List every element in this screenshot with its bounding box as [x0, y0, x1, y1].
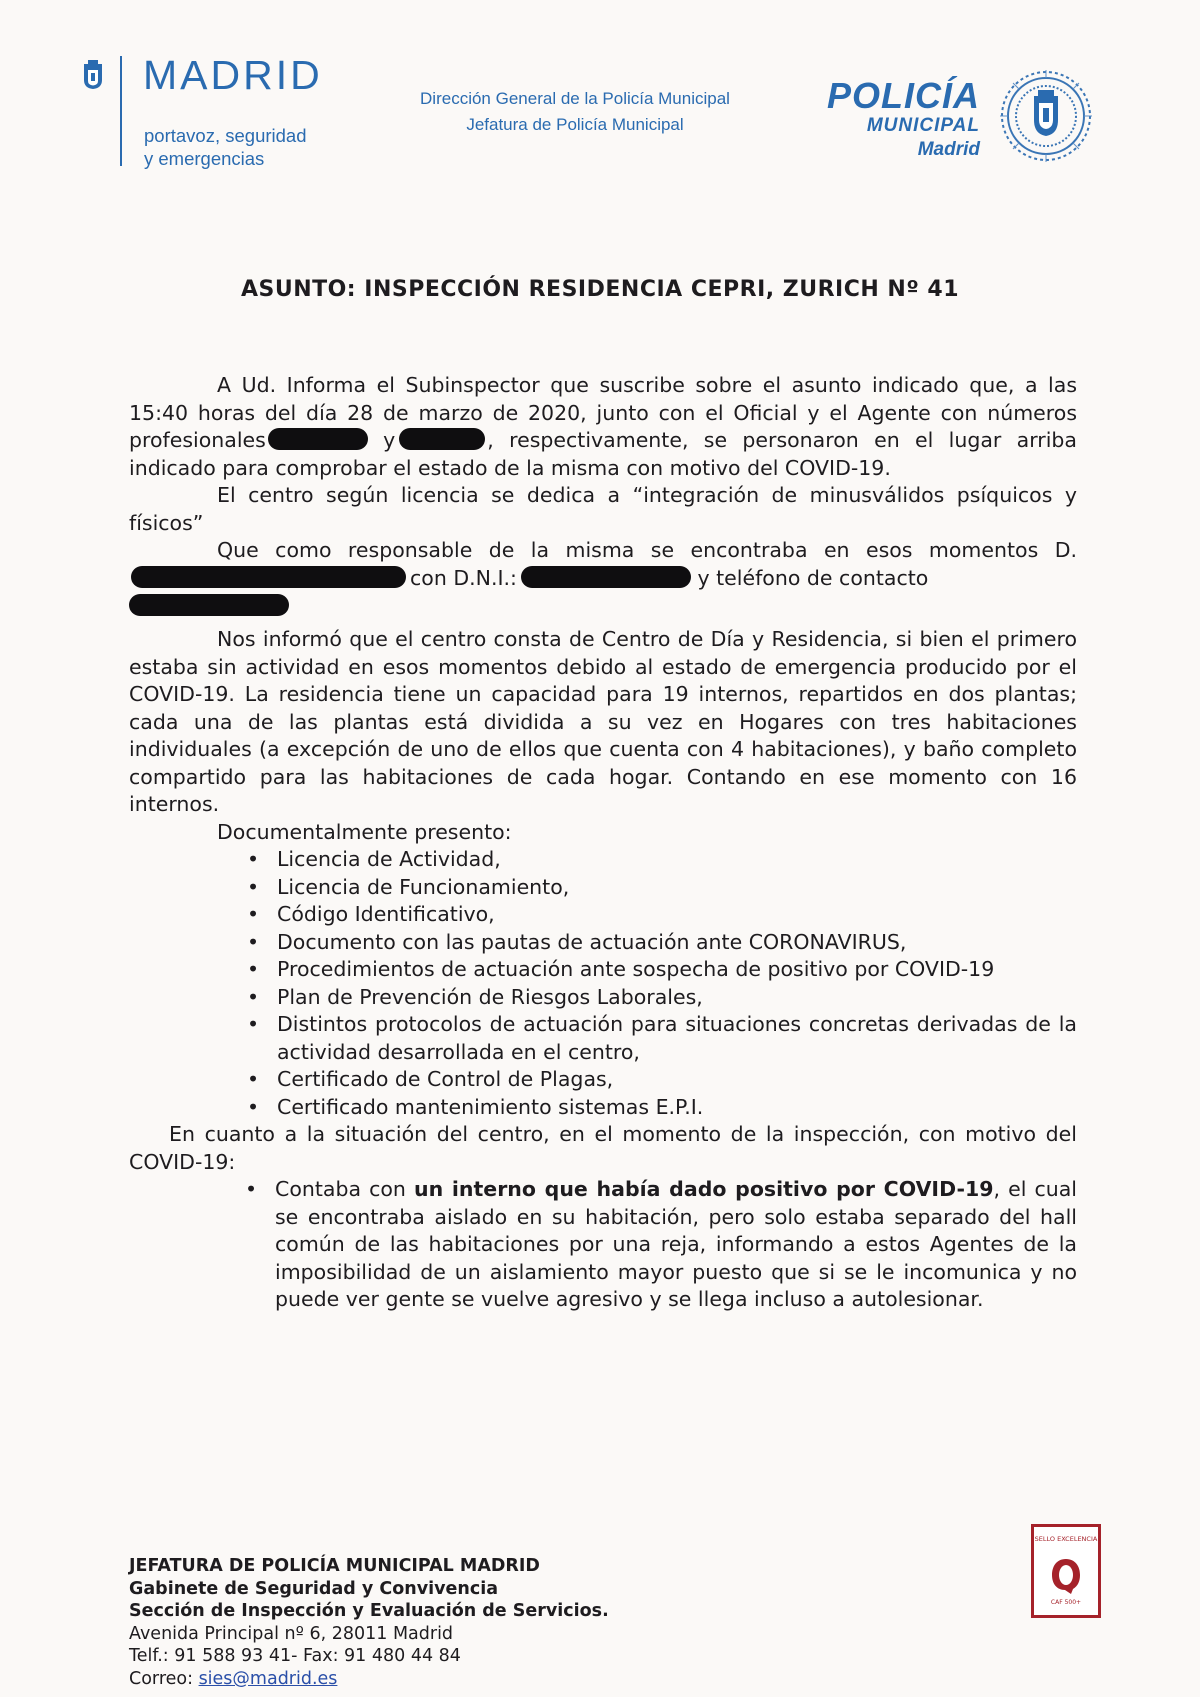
list-item: • Certificado de Control de Plagas, [247, 1066, 1077, 1094]
footer-phones: Telf.: 91 588 93 41- Fax: 91 480 44 84 [129, 1646, 461, 1667]
footer-address: Avenida Principal nº 6, 28011 Madrid [129, 1623, 454, 1644]
footer-contact [129, 1555, 609, 1691]
list-item: • Código Identificativo, [247, 901, 1077, 929]
madrid-crest-icon [82, 60, 104, 90]
highlight-text: un interno que había dado positivo por COVID-19 [413, 1177, 994, 1201]
list-item: • Plan de Prevención de Riesgos Laborales, [247, 984, 1077, 1012]
police-subtitle: MUNICIPAL [866, 115, 980, 136]
police-title: POLICÍA [826, 75, 980, 116]
paragraph-4: Nos informó que el centro consta de Centro de Día y Residencia, si bien el primero estaba sin actividad en esos momentos debido al estado de emergencia producido por el COVID-19. La residencia tiene un capacidad para 19 internos, repartidos en dos plantas; cada una de las plantas está dividida a su vez en Hogares con tres habitaciones individuales (a excepción de uno de ellos que cuenta con 4 habitaciones), y baño completo compartido para las habitaciones de cada hogar. Contando en ese momento con 16 internos. [129, 627, 1077, 816]
list-item: • Certificado mantenimiento sistemas E.P.I. [247, 1094, 1077, 1122]
list-item: • Documento con las pautas de actuación ante CORONAVIRUS, [247, 929, 1077, 957]
madrid-area-label: portavoz, seguridad y emergencias [144, 125, 307, 169]
list-item: • Contaba con un interno que había dado positivo por COVID-19, el cual se encontraba aislado en su habitación, pero solo estaba separado del hall común de las habitaciones por una reja, informando a estos Agentes de la imposibilidad de un aislamiento mayor puesto que si se le incomunica y no puede ver gente se vuelve agresivo y se llega incluso a autolesionar. [275, 1176, 1077, 1314]
madrid-name: MADRID [143, 52, 323, 98]
documents-list [129, 846, 1077, 1121]
list-item: • Licencia de Funcionamiento, [247, 874, 1077, 902]
redaction-block [399, 428, 485, 450]
list-item: • Procedimientos de actuación ante sospecha de positivo por COVID-19 [247, 956, 1077, 984]
paragraph-3: Que como responsable de la misma se encontraba en esos momentos D.con D.N.I.: y teléfono de contacto [129, 537, 1077, 616]
situation-list [129, 1176, 1077, 1314]
list-item: • Licencia de Actividad, [247, 846, 1077, 874]
docs-intro: Documentalmente presento: [217, 819, 512, 844]
redaction-block [521, 566, 691, 588]
redaction-block [129, 594, 289, 616]
direction-general-label: Dirección General de la Policía Municipal Jefatura de Policía Municipal [420, 89, 730, 134]
footer-section: Sección de Inspección y Evaluación de Servicios. [129, 1601, 609, 1622]
paragraph-2: El centro según licencia se dedica a “integración de minusválidos psíquicos y físicos” [129, 483, 1077, 535]
footer-email-row: Correo: sies@madrid.es [129, 1668, 338, 1689]
madrid-logo [78, 52, 378, 182]
footer-cabinet: Gabinete de Seguridad y Convivencia [129, 1578, 499, 1599]
excellence-stamp: SELLO EXCELENCIA CAF 500+ [1031, 1524, 1101, 1618]
redaction-block [131, 566, 406, 588]
list-item: • Distintos protocolos de actuación para situaciones concretas derivadas de la actividad desarrollada en el centro, [247, 1011, 1077, 1066]
quality-q-icon [1049, 1555, 1083, 1595]
situation-intro: En cuanto a la situación del centro, en el momento de la inspección, con motivo del COVID-19: [129, 1122, 1077, 1174]
police-badge-icon [998, 68, 1094, 164]
redaction-block [268, 428, 368, 450]
email-link[interactable]: sies@madrid.es [198, 1668, 338, 1689]
logo-separator [120, 56, 122, 166]
paragraph-1: A Ud. Informa el Subinspector que suscribe sobre el asunto indicado que, a las 15:40 horas del día 28 de marzo de 2020, junto con el Oficial y el Agente con números profesionales y , respectivamente, se personaron en el lugar arriba indicado para comprobar el estado de la misma con motivo del COVID-19. [129, 373, 1077, 480]
subject-heading: ASUNTO: INSPECCIÓN RESIDENCIA CEPRI, ZURICH Nº 41 [240, 277, 960, 302]
report-body [129, 372, 1077, 1314]
police-city: Madrid [917, 139, 980, 160]
footer-org: JEFATURA DE POLICÍA MUNICIPAL MADRID [129, 1556, 540, 1576]
